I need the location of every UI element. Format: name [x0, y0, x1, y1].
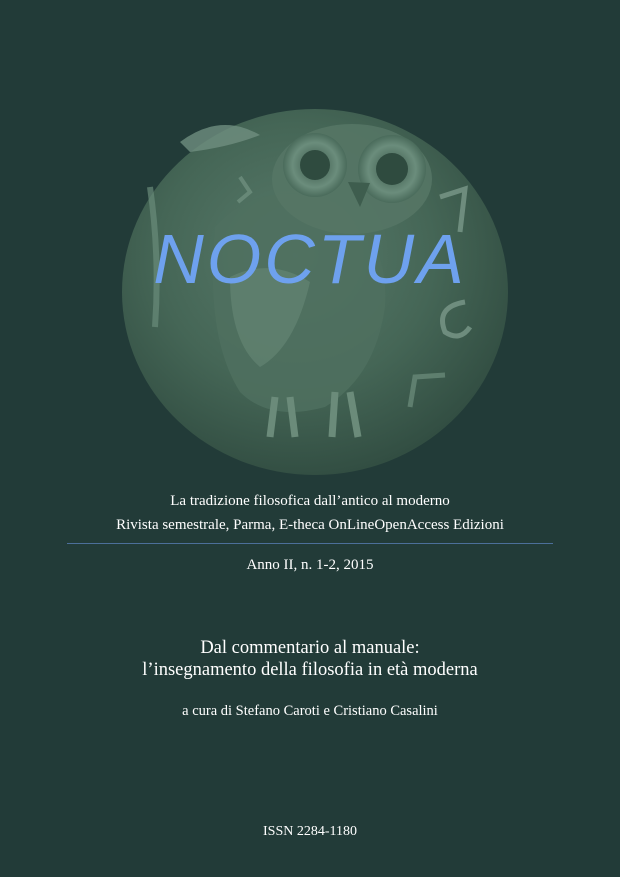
- journal-tagline: La tradizione filosofica dall’antico al moderno: [170, 493, 450, 509]
- divider-rule: [67, 543, 553, 544]
- issn-number: ISSN 2284-1180: [263, 824, 357, 839]
- editors-credit: a cura di Stefano Caroti e Cristiano Casalini: [182, 703, 438, 719]
- issue-title: [0, 637, 620, 681]
- journal-subtitle: Rivista semestrale, Parma, E-theca OnLineOpenAccess Edizioni: [116, 517, 504, 533]
- journal-title: NOCTUA: [153, 220, 467, 298]
- issue-title-line-2: l’insegnamento della filosofia in età moderna: [142, 660, 478, 681]
- issue-title-line-1: Dal commentario al manuale:: [200, 638, 420, 658]
- issue-info: Anno II, n. 1-2, 2015: [246, 557, 374, 573]
